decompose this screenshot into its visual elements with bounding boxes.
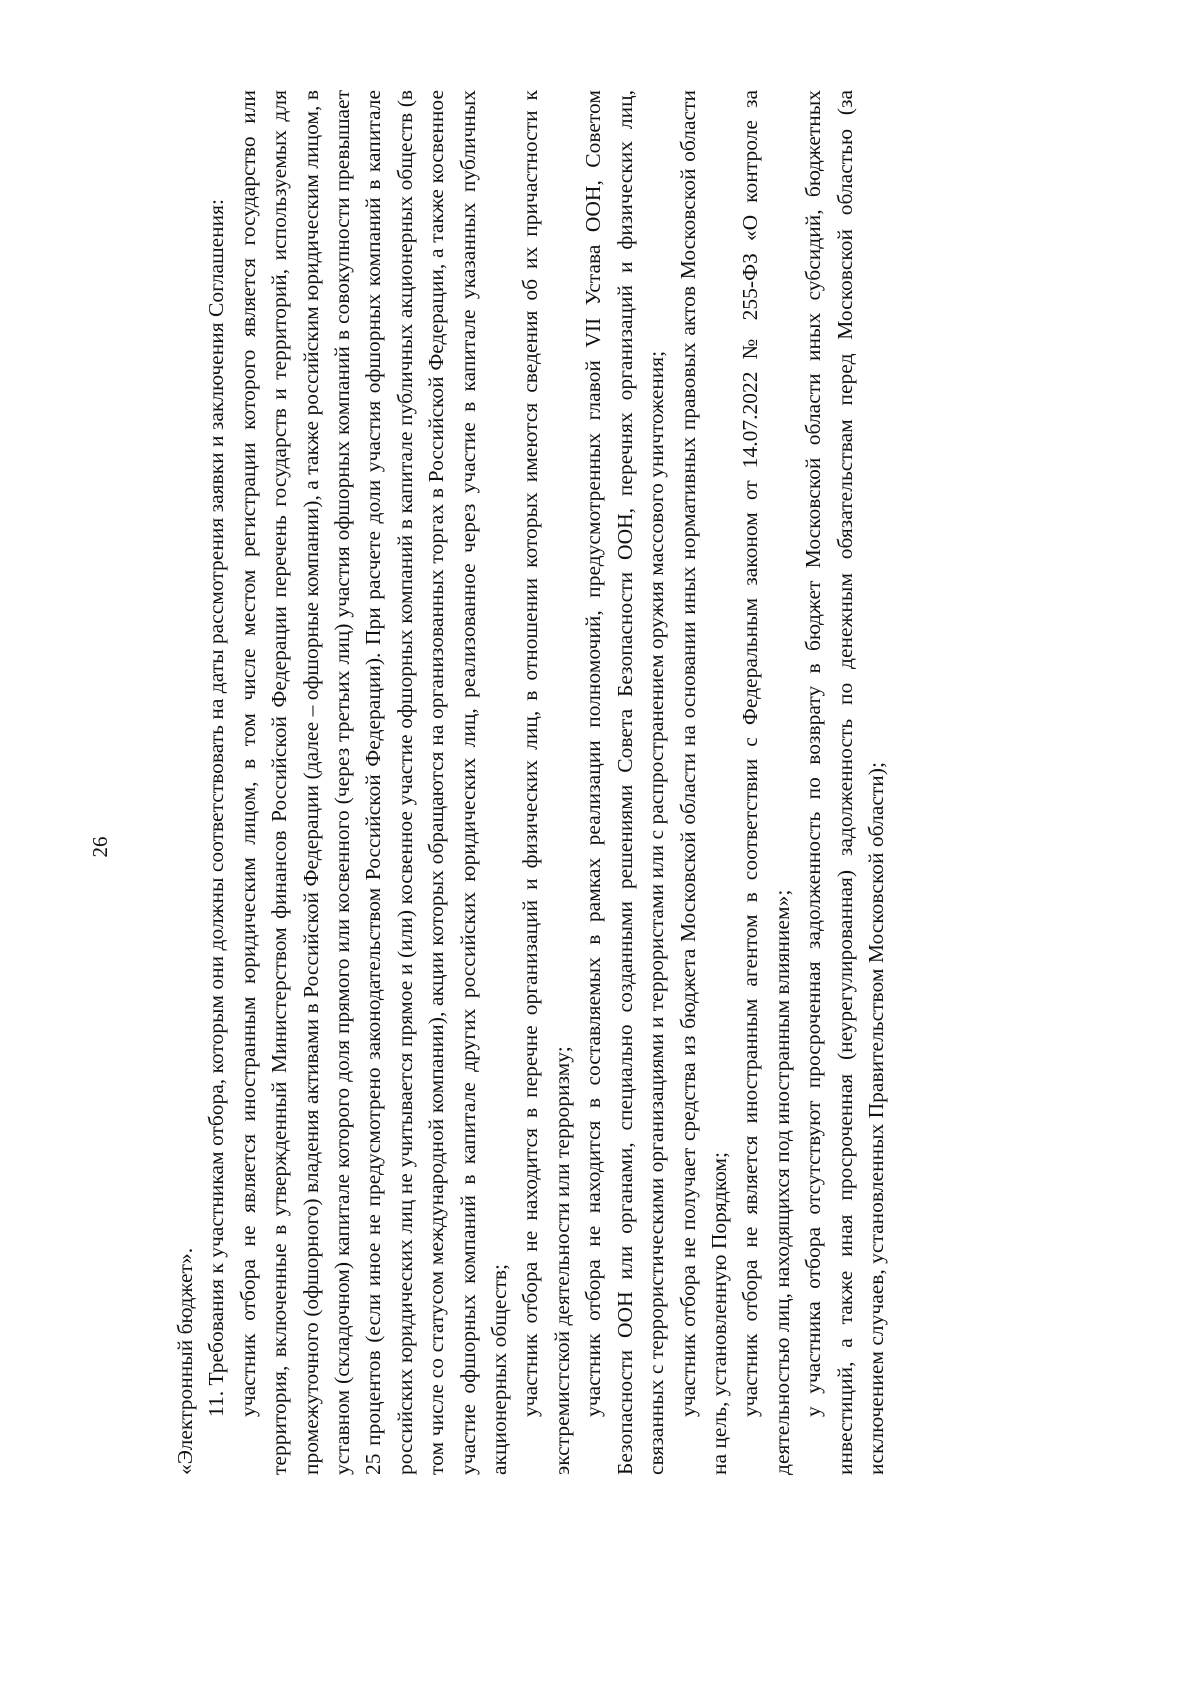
document-body [170,90,1010,1475]
page-number: 26 [88,836,112,858]
paragraph-item-11: 11. Требования к участникам отбора, которым они должны соответствовать на даты рассмотрения заявки и заключения Соглашения: [204,198,229,1417]
paragraph-foreign-agent-requirement: участник отбора не является иностранным агентом в соответствии с Федеральным законом от 14.07.2022 № 255-ФЗ «О контроле за деятельностью лиц, находящихся под иностранным влиянием»; [738,90,794,1475]
paragraph-debt-requirement: у участника отбора отсутствуют просроченная задолженность по возврату в бюджет Московской области иных субсидий, бюджетных инвестиций, а также иная просроченная (неурегулированная) задолженность по денежным обязательствам перед Московской областью (за исключением случаев, установленных Правительством Московской области); [801,90,888,1475]
paragraph-extremism-requirement: участник отбора не находится в перечне организаций и физических лиц, в отношении которых имеются сведения об их причастности к экстремистской деятельности или терроризму; [518,90,574,1475]
paragraph-offshore-requirement: участник отбора не является иностранным юридическим лицом, в том числе местом регистрации которого является государство или территория, включенные в утвержденный Министерством финансов Российской Федерации перечень государств и территорий, используемых для промежуточного (офшорного) владения активами в Российской Федерации (далее – офшорные компании), а также российским юридическим лицом, в уставном (складочном) капитале которого доля прямого или косвенного (через третьих лиц) участия офшорных компаний в совокупности превышает 25 процентов (если иное не предусмотрено законодательством Российской Федерации). При расчете доли участия офшорных компаний в капитале российских юридических лиц не учитывается прямое и (или) косвенное участие офшорных компаний в капитале публичных акционерных обществ (в том числе со статусом международной компании), акции которых обращаются на организованных торгах в Российской Федерации, а также косвенное участие офшорных компаний в капитале других российских юридических лиц, реализованное через участие в капитале указанных публичных акционерных обществ; [235,90,512,1475]
paragraph-budget-funds-requirement: участник отбора не получает средства из бюджета Московской области на основании иных нормативных правовых актов Московской области на цель, установленную Порядком; [675,90,731,1475]
paragraph-un-sanctions-requirement: участник отбора не находится в составляемых в рамках реализации полномочий, предусмотренных главой VII Устава ООН, Советом Безопасности ООН или органами, специально созданными решениями Совета Безопасности ООН, перечнях организаций и физических лиц, связанных с террористическими организациями и террористами или с распространением оружия массового уничтожения; [581,90,669,1475]
paragraph-continuation: «Электронный бюджет». [173,1247,197,1475]
